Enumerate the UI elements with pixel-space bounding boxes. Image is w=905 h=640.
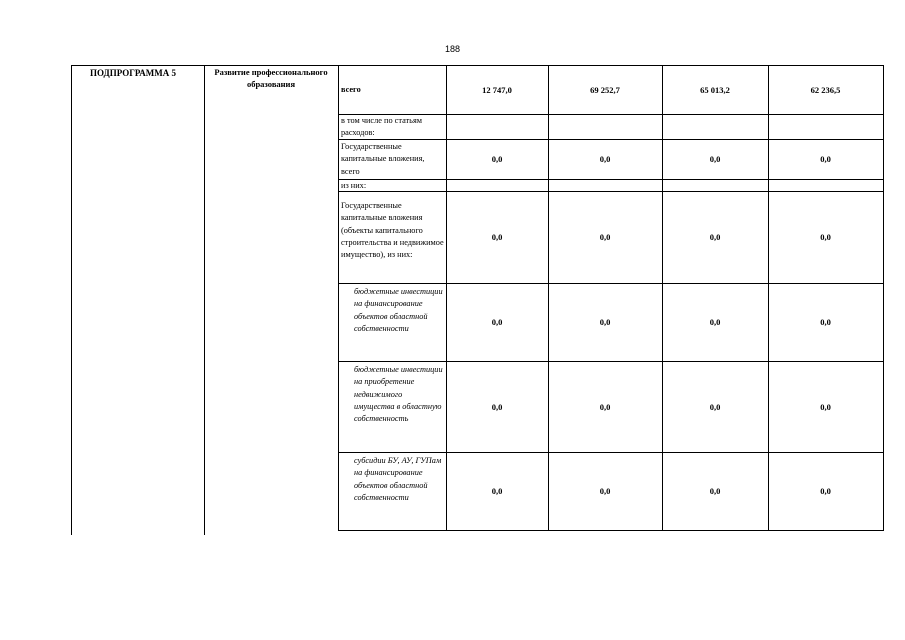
value-budget-investments-financing-1: 0,0 (491, 317, 503, 327)
value-subsidies-3: 0,0 (709, 486, 721, 496)
row-label-budget-investments-financing: бюджетные инвестиции на финансирование объектов областной собственности (354, 287, 443, 333)
value-total-1: 12 747,0 (482, 84, 512, 95)
value-budget-investments-property-2: 0,0 (599, 401, 611, 412)
value-capital-total-2: 0,0 (599, 154, 611, 164)
value-capital-total-3: 0,0 (709, 154, 721, 164)
value-capital-total-1: 0,0 (491, 154, 503, 164)
value-subsidies-1: 0,0 (491, 486, 503, 496)
value-budget-investments-property-4: 0,0 (820, 401, 831, 412)
subprogram-title: Развитие профессионального образования (214, 67, 328, 89)
row-label-including: в том числе по статьям расходов: (341, 116, 423, 138)
row-label-total: всего (341, 85, 361, 94)
row-label-budget-investments-property: бюджетные инвестиции на приобретение недвижимого имущества в областную собственность (354, 365, 443, 424)
value-budget-investments-property-3: 0,0 (709, 401, 721, 412)
value-total-3: 65 013,2 (700, 84, 730, 95)
value-budget-investments-financing-3: 0,0 (709, 317, 721, 327)
value-capital-objects-3: 0,0 (709, 232, 721, 242)
row-label-of-them: из них: (341, 181, 367, 190)
value-budget-investments-financing-4: 0,0 (820, 317, 831, 327)
value-subsidies-4: 0,0 (820, 486, 831, 496)
value-subsidies-2: 0,0 (599, 486, 611, 496)
page-number: 188 (444, 44, 461, 54)
row-label-capital-objects: Государственные капитальные вложения (объекты капитального строительства и недвижимое имущество), из них: (341, 201, 444, 260)
value-budget-investments-property-1: 0,0 (491, 401, 503, 412)
row-label-subsidies: субсидии БУ, АУ, ГУПам на финансирование объектов областной собственности (354, 456, 442, 502)
value-total-2: 69 252,7 (590, 84, 620, 95)
row-label-capital-total: Государственные капитальные вложения, всего (341, 142, 425, 176)
program-name: ПОДПРОГРАММА 5 (90, 68, 177, 78)
value-capital-objects-1: 0,0 (491, 232, 503, 242)
value-capital-objects-4: 0,0 (820, 232, 831, 242)
value-total-4: 62 236,5 (810, 84, 841, 95)
value-capital-objects-2: 0,0 (599, 232, 611, 242)
value-budget-investments-financing-2: 0,0 (599, 317, 611, 327)
value-capital-total-4: 0,0 (820, 154, 831, 164)
